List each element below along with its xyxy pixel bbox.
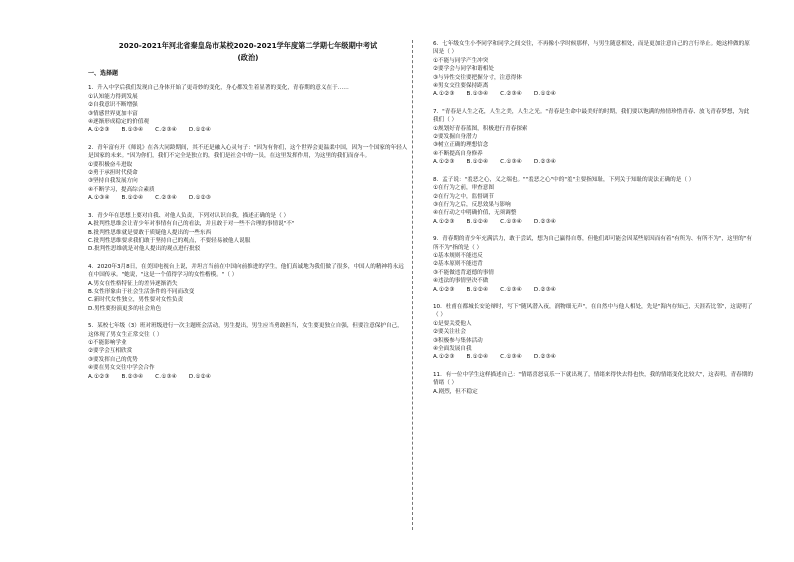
option: ④要在男女交往中学会合作 bbox=[88, 365, 155, 372]
answer-choices: A.①②③ B.①③④ C.②③④ D.①②④ bbox=[88, 127, 212, 134]
answer-choices: A.①②③ B.①②④ C.①③④ D.②③④ bbox=[433, 286, 557, 293]
option: ③在行为之后，反思效果与影响 bbox=[433, 201, 511, 208]
option: ③坚持自我发展方向 bbox=[88, 178, 138, 185]
option: ①要积极奋斗进取 bbox=[88, 161, 133, 168]
answer-choices: A.①②③ B.①②④ C.①③④ D.②③④ bbox=[433, 218, 557, 225]
question-6 bbox=[433, 40, 753, 99]
option: ②要学会与同学和谐相处 bbox=[433, 66, 494, 73]
answer-choices: A.①②③ B.①②④ C.①③④ D.②③④ bbox=[433, 354, 557, 361]
option: ①是要关爱他人 bbox=[433, 320, 472, 327]
question-9 bbox=[433, 235, 753, 294]
left-column bbox=[88, 40, 408, 390]
question-stem: 7．"青春是人生之花，人生之美，人生之光。"青春是生命中最美好的时期，我们要以饱满的热情珍惜青春、放飞青春梦想，为此我们（ ） bbox=[433, 108, 750, 124]
question-2 bbox=[88, 144, 408, 203]
answer-choices: A.①②③ B.②③④ C.①③④ D.①②④ bbox=[88, 373, 212, 380]
option: ④不断学习，提高综合素质 bbox=[88, 186, 155, 193]
option: ③积极参与集体活动 bbox=[433, 337, 483, 344]
question-11 bbox=[433, 371, 753, 396]
question-1 bbox=[88, 84, 408, 134]
question-stem: 4．2020年3月8日，在美国电视台上说，并坦言当前在中国向前推进的学生，他们真诚地为我们做了很多，中国人的精神将永远在中国传承。"她说，"这是一个值得学习的女性楷模。"（ ） bbox=[88, 263, 404, 279]
question-stem: 5．某校七年级（3）班对班级进行一次主题班会活动，男生提出，男生应当勇敢担当，女生要更独立自强，但要注意保护自己，这体现了男女生正常交往（ ） bbox=[88, 323, 403, 338]
question-5 bbox=[88, 322, 408, 381]
option: A.批判性思维会让青少年对事情有自己的看法，并且敢于对一些不合理的事情说"不" bbox=[88, 221, 295, 228]
option: ③树立正确的理想信念 bbox=[433, 142, 489, 149]
option: A.剧烈，但不稳定 bbox=[433, 388, 478, 395]
exam-subtitle: (政治) bbox=[237, 53, 259, 62]
option: ③与异性交往要把握分寸，注意得体 bbox=[433, 74, 522, 81]
question-stem: 9．青春期的青少年充满活力，敢于尝试，想为自己赢得自尊，但他们却可能会因某些原因而有着"有所为、有所不为"，这里的"有所不为"指的是（ ） bbox=[433, 236, 752, 251]
option: ③要发挥自己的优势 bbox=[88, 356, 138, 363]
option: ①不能与同学产生冲突 bbox=[433, 57, 489, 64]
option: ②勇于承担时代使命 bbox=[88, 170, 138, 177]
question-stem: 2．青年富有开《师说》在各大同龄期间，其不还是融入心灵句子："因为有你们，这个世界会更温柔中国，因为一个国家的年轻人是国家的未来。"因为你们，我们不完全是独立的，我们是社会中的一员，在这里发挥作用，为这里的我们而奋斗。 bbox=[88, 144, 408, 160]
option: ①基本规则不能违反 bbox=[433, 252, 483, 259]
question-stem: 11．有一位中学生这样描述自己："情绪喜怒哀乐一下就出现了，情绪来得快去得也快，我的情绪变化比较大"，这表明，青春期的情绪（ ） bbox=[433, 371, 753, 387]
answer-choices: A.①②③ B.①③④ C.②③④ D.①②④ bbox=[433, 91, 557, 98]
option: ④违法的事情坚决不做 bbox=[433, 278, 489, 285]
option: ④逐渐形成稳定的价值观 bbox=[88, 119, 149, 126]
option: ③不能做违背道德的事情 bbox=[433, 269, 494, 276]
question-stem: 3．青少年在思想上要对自我、对他人负责，下列对认识自我，描述正确的是（ ） bbox=[88, 212, 290, 219]
question-10 bbox=[433, 303, 753, 362]
option: ④在行动之中明确价值，无须调整 bbox=[433, 210, 517, 217]
option: ①在行为之前，审查意图 bbox=[433, 185, 494, 192]
question-8 bbox=[433, 176, 753, 226]
option: ④全面发展自我 bbox=[433, 346, 472, 352]
option: ④男女交往要保持距离 bbox=[433, 83, 489, 90]
right-column bbox=[433, 40, 753, 405]
option: ①规划好青春蓝图，积极进行青春探索 bbox=[433, 125, 528, 132]
option: C.批判性思维要求我们敢于坚持自己的观点，不要轻易被他人说服 bbox=[88, 237, 251, 244]
option: D.批判性思维就是对他人提出的观点进行批驳 bbox=[88, 246, 201, 253]
option: A.男女在性格特征上的差异逐渐消失 bbox=[88, 280, 178, 287]
question-4 bbox=[88, 263, 408, 313]
option: C.新时代女性独立，男性要对女性负责 bbox=[88, 297, 184, 304]
question-stem: 8．孟子说："羞恶之心，义之端也。""羞恶之心"中的"羞"主要指知耻，下列关于知耻的说法正确的是（ ） bbox=[433, 176, 695, 183]
option: D.男性要扮演更多的社会角色 bbox=[88, 305, 162, 312]
option: ②要关注社会 bbox=[433, 329, 466, 336]
option: B.女性形象由于社会生活条件的不同而改变 bbox=[88, 288, 195, 295]
option: ③情感世界更加丰富 bbox=[88, 110, 138, 117]
option: ②要学会互相欣赏 bbox=[88, 348, 133, 355]
option: ②自我意识不断增强 bbox=[88, 102, 138, 109]
option: ④不断提高自身修养 bbox=[433, 150, 483, 157]
option: ①不能影响学业 bbox=[88, 339, 127, 346]
option: ②基本原则不能违背 bbox=[433, 261, 483, 268]
question-stem: 1．升入中学后我们发现自己身体开始了更奇妙的变化，身心都发生着显著的变化，青春期的意义在于…… bbox=[88, 85, 349, 92]
column-divider bbox=[412, 40, 413, 530]
option: ②在行为之中，监督调节 bbox=[433, 193, 494, 200]
option: ①认知能力得到发展 bbox=[88, 93, 138, 100]
answer-choices: A.①②③ B.①②④ C.①③④ D.②③④ bbox=[433, 159, 557, 166]
section-heading: 一、选择题 bbox=[88, 70, 119, 77]
option: ②要发掘自身潜力 bbox=[433, 134, 478, 141]
question-stem: 6．七年级女生小李同学和同学之间交往，不再像小学时候那样，与男生随意相处，而是更加注意自己的言行举止。她这样做的原因是（ ） bbox=[433, 41, 750, 56]
answer-choices: A.①③④ B.①②④ C.②③④ D.①②③ bbox=[88, 195, 212, 202]
exam-title: 2020-2021年河北省秦皇岛市某校2020-2021学年度第二学期七年级期中考试 bbox=[118, 41, 378, 50]
question-stem: 10．杜甫在都城长安论辩时，写下"随风潜入夜，润物细无声"，在自然中与他人相处，先是"海内存知己，天涯若比邻"，这说明了（ ） bbox=[433, 303, 753, 319]
option: B.批判性思维就是要敢于质疑他人提出的一些东西 bbox=[88, 229, 212, 236]
question-7 bbox=[433, 108, 753, 167]
question-3 bbox=[88, 212, 408, 254]
